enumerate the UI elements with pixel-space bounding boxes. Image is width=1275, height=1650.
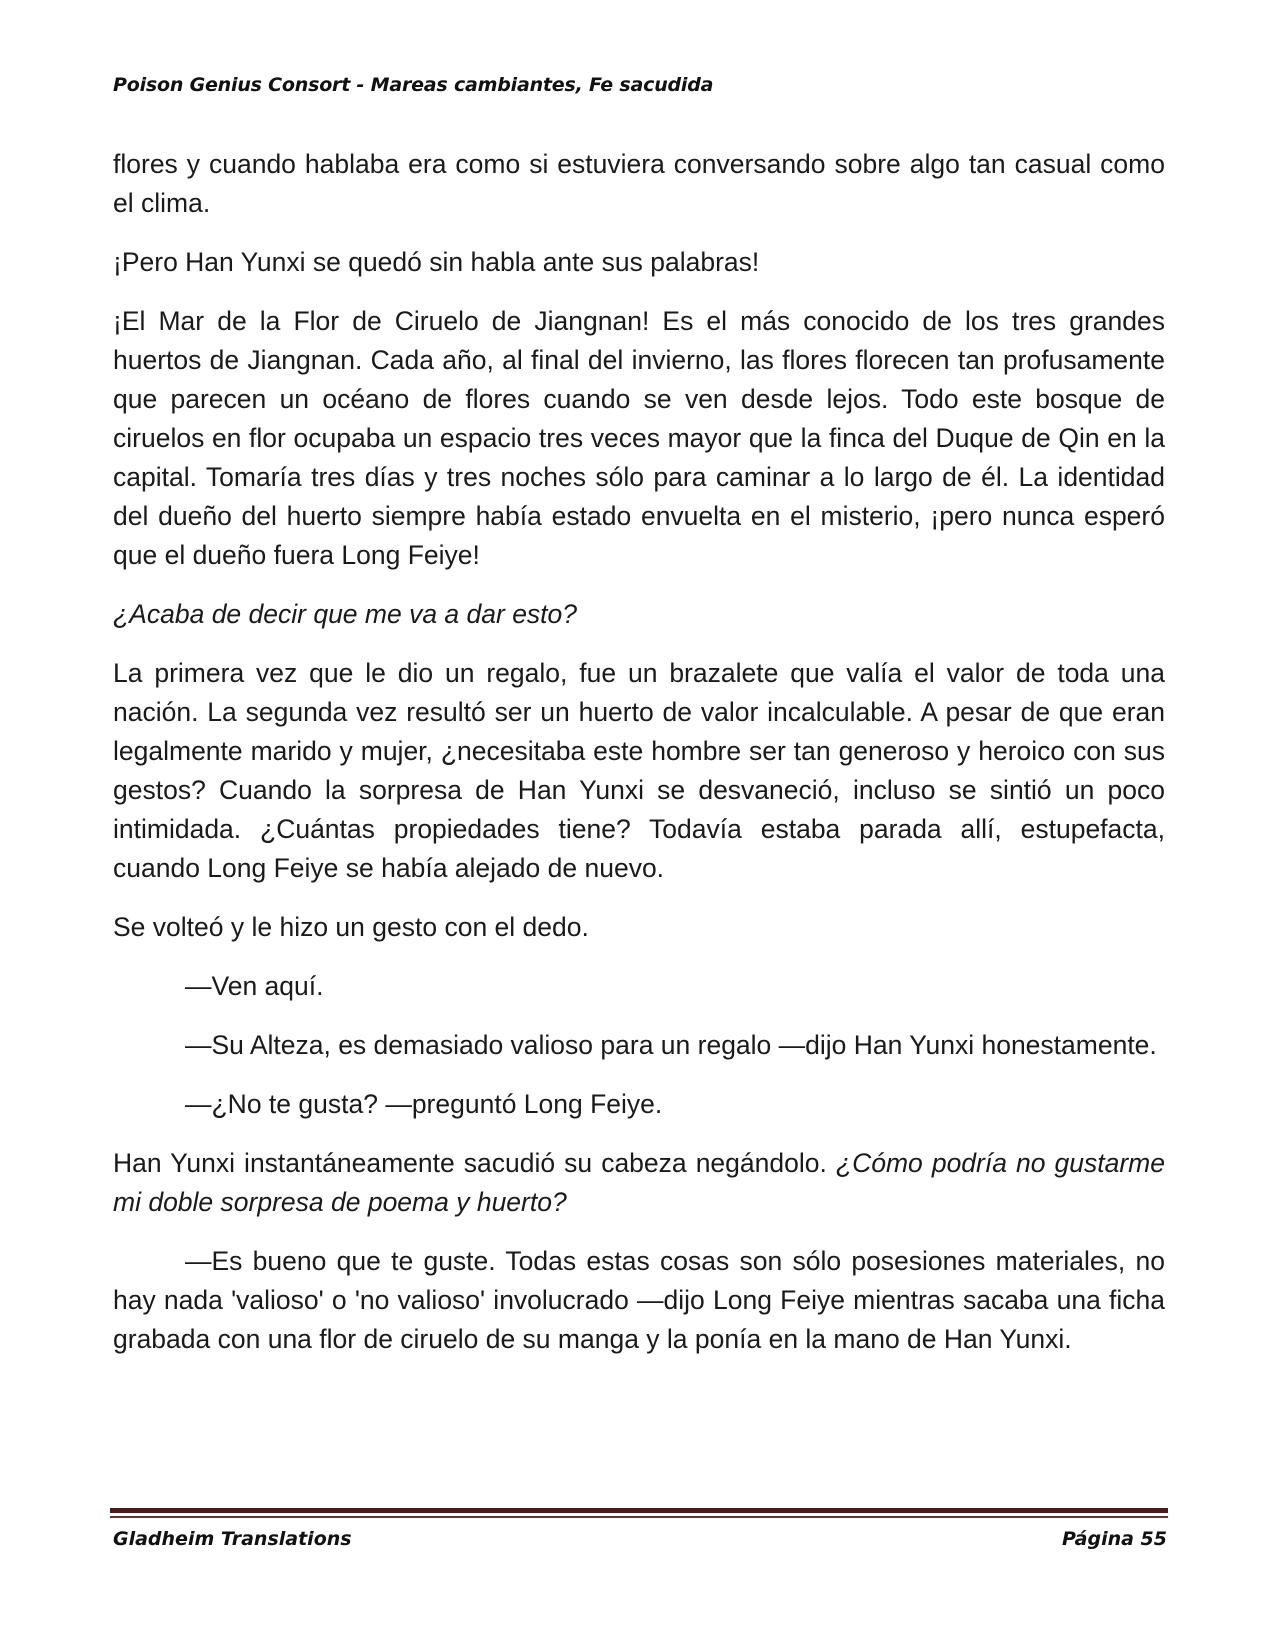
footer-publisher: Gladheim Translations <box>113 1528 352 1550</box>
paragraph: ¡Pero Han Yunxi se quedó sin habla ante sus palabras! <box>113 247 760 277</box>
page-body <box>113 145 1165 1379</box>
paragraph: ¡El Mar de la Flor de Ciruelo de Jiangnan! Es el más conocido de los tres grandes huertos de Jiangnan. Cada año, al final del invierno, las flores florecen tan profusamente que parecen un océano de flores cuando se ven desde lejos. Todo este bosque de ciruelos en flor ocupaba un espacio tres veces mayor que la finca del Duque de Qin en la capital. Tomaría tres días y tres noches sólo para caminar a lo largo de él. La identidad del dueño del huerto siempre había estado envuelta en el misterio, ¡pero nunca esperó que el dueño fuera Long Feiye! <box>113 306 1165 570</box>
italic-thought: ¿Cómo podría no gustarme mi doble sorpresa de poema y huerto? <box>113 1148 1165 1217</box>
dialogue-line: —Su Alteza, es demasiado valioso para un regalo —dijo Han Yunxi honestamente. <box>185 1030 1157 1060</box>
paragraph-text: Han Yunxi instantáneamente sacudió su cabeza negándolo. <box>113 1148 836 1178</box>
paragraph: La primera vez que le dio un regalo, fue un brazalete que valía el valor de toda una nación. La segunda vez resultó ser un huerto de valor incalculable. A pesar de que eran legalmente marido y mujer, ¿necesitaba este hombre ser tan generoso y heroico con sus gestos? Cuando la sorpresa de Han Yunxi se desvaneció, incluso se sintió un poco intimidada. ¿Cuántas propiedades tiene? Todavía estaba parada allí, estupefacta, cuando Long Feiye se había alejado de nuevo. <box>113 658 1165 883</box>
dialogue-line: —¿No te gusta? —preguntó Long Feiye. <box>185 1089 663 1119</box>
paragraph: flores y cuando hablaba era como si estuviera conversando sobre algo tan casual como el clima. <box>113 149 1165 218</box>
paragraph-mixed <box>113 1144 1165 1222</box>
paragraph: Se volteó y le hizo un gesto con el dedo. <box>113 912 589 942</box>
running-header: Poison Genius Consort - Mareas cambiantes, Fe sacudida <box>113 74 714 96</box>
footer-rule-thick <box>110 1508 1168 1513</box>
footer-rule-thin <box>110 1516 1168 1518</box>
dialogue-line: —Es bueno que te guste. Todas estas cosas son sólo posesiones materiales, no hay nada 'valioso' o 'no valioso' involucrado —dijo Long Feiye mientras sacaba una ficha grabada con una flor de ciruelo de su manga y la ponía en la mano de Han Yunxi. <box>113 1246 1165 1354</box>
italic-thought: ¿Acaba de decir que me va a dar esto? <box>113 599 578 629</box>
dialogue-line: —Ven aquí. <box>185 971 324 1001</box>
footer-page-number: Página 55 <box>1061 1528 1167 1550</box>
